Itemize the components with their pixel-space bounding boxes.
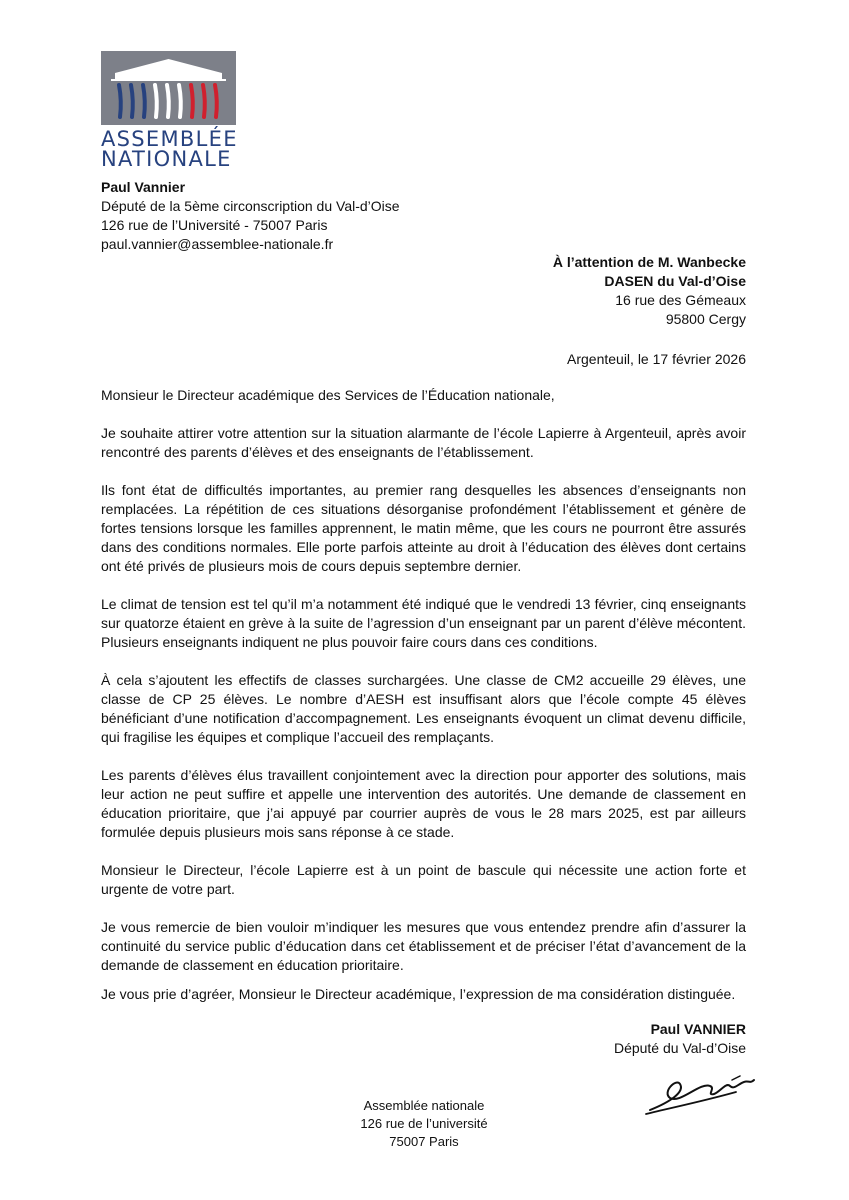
body-paragraph: Le climat de tension est tel qu’il m’a notamment été indiqué que le vendredi 13 février, cinq enseignants sur quatorze étaient en grève à la suite de l’agression d’un enseignant par un parent d’élève mécontent. Plusieurs enseignants indiquent ne plus pouvoir faire cours dans ces conditions.	[101, 596, 746, 650]
sender-name: Paul Vannier	[101, 179, 186, 195]
body-paragraph: À cela s’ajoutent les effectifs de classes surchargées. Une classe de CM2 accueille 29 élèves, une classe de CP 25 élèves. Le nombre d’AESH est insuffisant alors que l’école compte 45 élèves bénéficiant d’une notification d’accompagnement. Les enseignants évoquent un climat devenu difficile, qui fragilise les équipes et complique l’accueil des remplaçants.	[101, 672, 746, 745]
footer-address	[324, 1097, 524, 1151]
letter-body	[101, 424, 746, 994]
logo-line-1: ASSEMBLÉE	[101, 127, 238, 151]
sender-email: paul.vannier@assemblee-nationale.fr	[101, 236, 334, 252]
letter-date: Argenteuil, le 17 février 2026	[567, 351, 746, 367]
handwritten-signature	[640, 1062, 760, 1122]
body-paragraph: Les parents d’élèves élus travaillent conjointement avec la direction pour apporter des solutions, mais leur action ne peut suffire et appelle une intervention des autorités. Une demande de classement en éducation prioritaire, que j’ai appuyé par courrier auprès de vous le 28 mars 2025, est par ailleurs formulée depuis plusieurs mois sans réponse à ce stade.	[101, 767, 746, 840]
footer-line-1: Assemblée nationale	[363, 1098, 485, 1113]
closing-formula: Je vous prie d’agréer, Monsieur le Directeur académique, l’expression de ma considération distinguée.	[101, 986, 736, 1002]
body-paragraph: Je vous remercie de bien vouloir m’indiquer les mesures que vous entendez prendre afin d’assurer la continuité du service public d’éducation dans cet établissement et de préciser l’état d’avancement de la demande de classement en éducation prioritaire.	[101, 919, 746, 973]
recipient-city: 95800 Cergy	[665, 311, 746, 327]
salutation: Monsieur le Directeur académique des Services de l’Éducation nationale,	[101, 387, 555, 403]
logo-wordmark	[101, 129, 236, 169]
recipient-attention: À l’attention de M. Wanbecke	[552, 254, 746, 270]
hemicycle-icon	[101, 51, 236, 125]
recipient-block	[553, 253, 746, 329]
sender-address: 126 rue de l’Université - 75007 Paris	[101, 217, 328, 233]
signoff-block	[614, 1020, 746, 1058]
signoff-title: Député du Val-d’Oise	[613, 1040, 746, 1056]
assemblee-nationale-logo	[101, 51, 236, 169]
body-paragraph: Je souhaite attirer votre attention sur la situation alarmante de l’école Lapierre à Argenteuil, après avoir rencontré des parents d’élèves et des enseignants de l’établissement.	[101, 425, 746, 460]
footer-line-3: 75007 Paris	[389, 1134, 459, 1149]
body-paragraph: Ils font état de difficultés importantes, au premier rang desquelles les absences d’enseignants non remplacées. La répétition de ces situations désorganise profondément l’établissement et génère de fortes tensions lorsque les familles apprennent, le matin même, que les cours ne pourront être assurés dans des conditions normales. Elle porte parfois atteinte au droit à l’éducation des élèves dont certains ont été privés de plusieurs mois de cours depuis septembre dernier.	[101, 482, 746, 574]
recipient-role: DASEN du Val-d’Oise	[604, 273, 746, 289]
sender-block	[101, 178, 400, 254]
signoff-name: Paul VANNIER	[650, 1021, 746, 1037]
recipient-street: 16 rue des Gémeaux	[615, 292, 746, 308]
sender-title: Député de la 5ème circonscription du Val-d’Oise	[101, 198, 400, 214]
footer-line-2: 126 rue de l’université	[360, 1116, 488, 1131]
logo-line-2: NATIONALE	[101, 147, 232, 171]
hemicycle-emblem	[101, 51, 236, 125]
body-paragraph: Monsieur le Directeur, l’école Lapierre est à un point de bascule qui nécessite une action forte et urgente de votre part.	[101, 862, 746, 897]
